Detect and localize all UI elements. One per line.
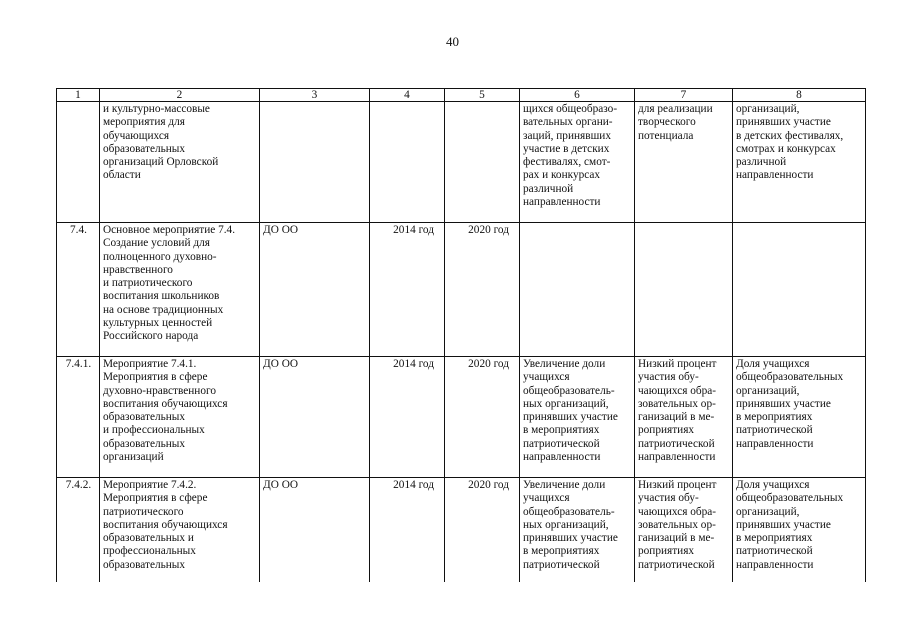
start-year-cell: 2014 год [370, 478, 445, 582]
row-number-cell: 7.4.1. [57, 357, 100, 478]
measure-name-cell: Основное мероприятие 7.4. Создание условий для полноценного духовно- нравственного и патриотического воспитания школьников на основе традиционных культурных ценностей Российского народа [100, 223, 260, 357]
end-year-cell: 2020 год [445, 478, 520, 582]
row-number-cell: 7.4.2. [57, 478, 100, 582]
header-cell: 4 [370, 89, 445, 102]
executor-cell: ДО ОО [260, 223, 370, 357]
executor-cell [260, 102, 370, 223]
end-year-cell [445, 102, 520, 223]
header-cell: 7 [635, 89, 733, 102]
table-row [57, 357, 866, 478]
header-cell: 2 [100, 89, 260, 102]
consequence-cell [635, 223, 733, 357]
table-row [57, 223, 866, 357]
expected-result-cell: щихся общеобразо- вательных органи- заций, принявших участие в детских фестивалях, смот- рах и конкурсах различной направленности [520, 102, 635, 223]
header-cell: 6 [520, 89, 635, 102]
measures-table [56, 88, 866, 582]
page-number: 40 [446, 34, 459, 49]
indicator-cell: организаций, принявших участие в детских фестивалях, смотрах и конкурсах различной направленности [733, 102, 866, 223]
header-cell: 8 [733, 89, 866, 102]
header-row [57, 89, 866, 102]
start-year-cell: 2014 год [370, 357, 445, 478]
consequence-cell: Низкий процент участия обу- чающихся обра- зовательных ор- ганизаций в ме- роприятиях патриотической [635, 478, 733, 582]
row-number-cell: 7.4. [57, 223, 100, 357]
executor-cell: ДО ОО [260, 357, 370, 478]
header-cell: 5 [445, 89, 520, 102]
measure-name-cell: и культурно-массовые мероприятия для обучающихся образовательных организаций Орловской области [100, 102, 260, 223]
consequence-cell: для реализации творческого потенциала [635, 102, 733, 223]
header-cell: 1 [57, 89, 100, 102]
table-row [57, 102, 866, 223]
end-year-cell: 2020 год [445, 357, 520, 478]
indicator-cell: Доля учащихся общеобразовательных организаций, принявших участие в мероприятиях патриотической направленности [733, 478, 866, 582]
consequence-cell: Низкий процент участия обу- чающихся обра- зовательных ор- ганизаций в ме- роприятиях патриотической направленности [635, 357, 733, 478]
table-row [57, 478, 866, 582]
start-year-cell: 2014 год [370, 223, 445, 357]
row-number-cell [57, 102, 100, 223]
expected-result-cell: Увеличение доли учащихся общеобразователь- ных организаций, принявших участие в мероприятиях патриотической направленности [520, 357, 635, 478]
expected-result-cell [520, 223, 635, 357]
header-cell: 3 [260, 89, 370, 102]
start-year-cell [370, 102, 445, 223]
measure-name-cell: Мероприятие 7.4.1. Мероприятия в сфере духовно-нравственного воспитания обучающихся образовательных и профессиональных образовательных организаций [100, 357, 260, 478]
expected-result-cell: Увеличение доли учащихся общеобразователь- ных организаций, принявших участие в мероприятиях патриотической [520, 478, 635, 582]
indicator-cell [733, 223, 866, 357]
executor-cell: ДО ОО [260, 478, 370, 582]
measure-name-cell: Мероприятие 7.4.2. Мероприятия в сфере патриотического воспитания обучающихся образовательных и профессиональных образовательных [100, 478, 260, 582]
indicator-cell: Доля учащихся общеобразовательных организаций, принявших участие в мероприятиях патриотической направленности [733, 357, 866, 478]
end-year-cell: 2020 год [445, 223, 520, 357]
